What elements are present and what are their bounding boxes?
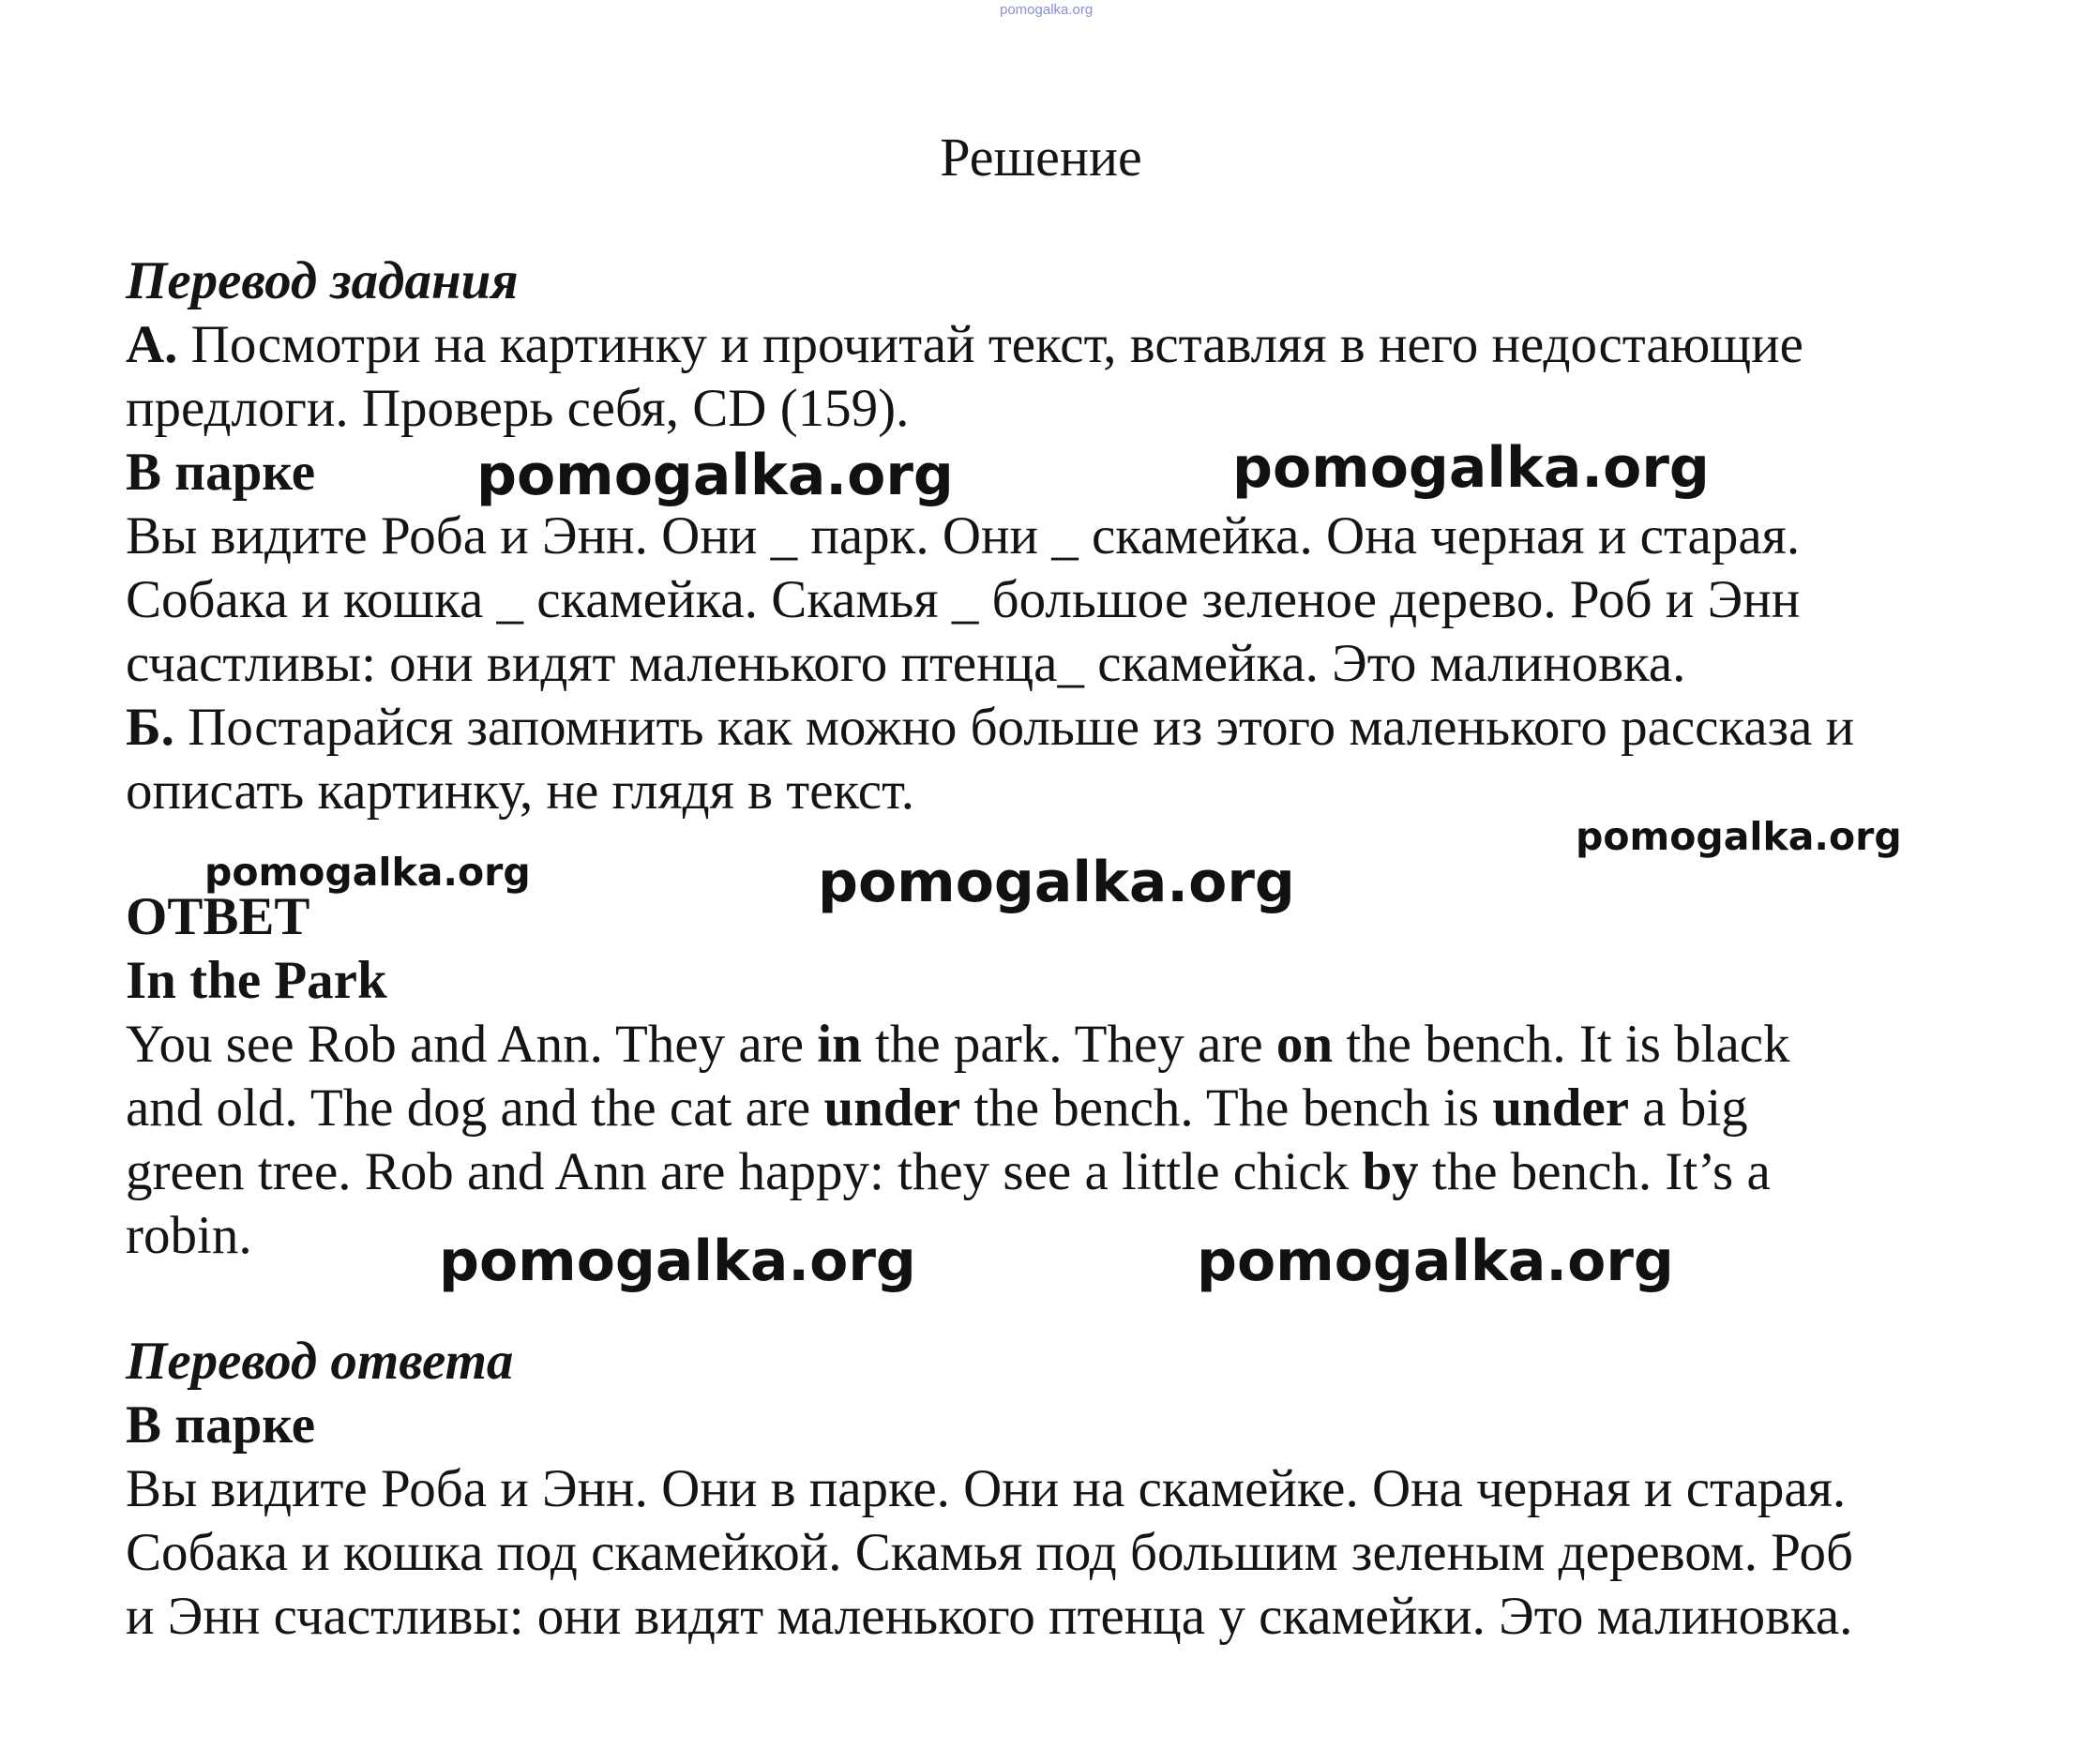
answer-subtitle: In the Park [126, 951, 387, 1010]
answer-preposition: under [823, 1078, 961, 1138]
answer-text: the bench. It’s a [1418, 1142, 1771, 1201]
answer-preposition: under [1492, 1078, 1630, 1138]
task-text-line: Собака и кошка _ скамейка. Скамья _ большое зеленое дерево. Роб и Энн [126, 570, 1801, 629]
translation-subtitle: В парке [126, 1395, 316, 1455]
answer-heading: ОТВЕТ [126, 887, 310, 946]
task-subtitle: В парке [126, 443, 316, 502]
answer-text: You see Rob and Ann. They are [126, 1015, 818, 1074]
task-heading: Перевод задания [126, 251, 519, 310]
task-a-line1 [126, 313, 1983, 377]
answer-text: and old. The dog and the cat are [126, 1078, 824, 1138]
translation-line: и Энн счастливы: они видят маленького птенца у скамейки. Это малиновка. [126, 1587, 1853, 1646]
translation-line: Вы видите Роба и Энн. Они в парке. Они на скамейке. Она черная и старая. [126, 1459, 1847, 1518]
page-title: Решение [940, 127, 1142, 188]
task-section [126, 249, 1983, 823]
translation-line: Собака и кошка под скамейкой. Скамья под большим зеленым деревом. Роб [126, 1523, 1854, 1582]
watermark-text: pomogalka.org [818, 850, 1295, 915]
watermark-text: pomogalka.org [439, 1229, 916, 1294]
answer-preposition: in [817, 1015, 862, 1074]
answer-text: the park. They are [861, 1015, 1276, 1074]
task-b-line1 [126, 696, 1983, 760]
answer-text: a big [1629, 1078, 1748, 1138]
task-b-line2: описать картинку, не глядя в текст. [126, 761, 914, 821]
answer-text: the bench. It is black [1333, 1015, 1790, 1074]
task-a-label: А. [126, 315, 178, 374]
watermark-text: pomogalka.org [476, 443, 954, 508]
answer-text: green tree. Rob and Ann are happy: they see a little chick [126, 1142, 1363, 1201]
task-text-line: Вы видите Роба и Энн. Они _ парк. Они _ скамейка. Она черная и старая. [126, 506, 1801, 565]
task-a-line2: предлоги. Проверь себя, CD (159). [126, 379, 910, 438]
answer-preposition: by [1362, 1142, 1419, 1201]
top-watermark: pomogalka.org [1000, 2, 1094, 18]
watermark-text: pomogalka.org [1576, 814, 1902, 859]
answer-text: the bench. The bench is [960, 1078, 1493, 1138]
watermark-text: pomogalka.org [204, 850, 531, 895]
answer-line: robin. [126, 1206, 252, 1265]
task-a-text1: Посмотри на картинку и прочитай текст, вставляя в него недостающие [177, 315, 1803, 374]
answer-line [126, 1013, 1983, 1077]
answer-line [126, 1077, 1983, 1140]
watermark-text: pomogalka.org [1232, 435, 1710, 501]
answer-section [126, 885, 1983, 1268]
translation-heading: Перевод ответа [126, 1332, 514, 1391]
answer-preposition: on [1275, 1015, 1334, 1074]
watermark-text: pomogalka.org [1197, 1229, 1674, 1294]
task-text-line: счастливы: они видят маленького птенца_ скамейка. Это малиновка. [126, 634, 1686, 693]
answer-line [126, 1140, 1983, 1204]
task-b-label: Б. [126, 698, 174, 757]
translation-section [126, 1330, 1983, 1649]
task-b-text1: Постарайся запомнить как можно больше из этого маленького рассказа и [174, 698, 1855, 757]
